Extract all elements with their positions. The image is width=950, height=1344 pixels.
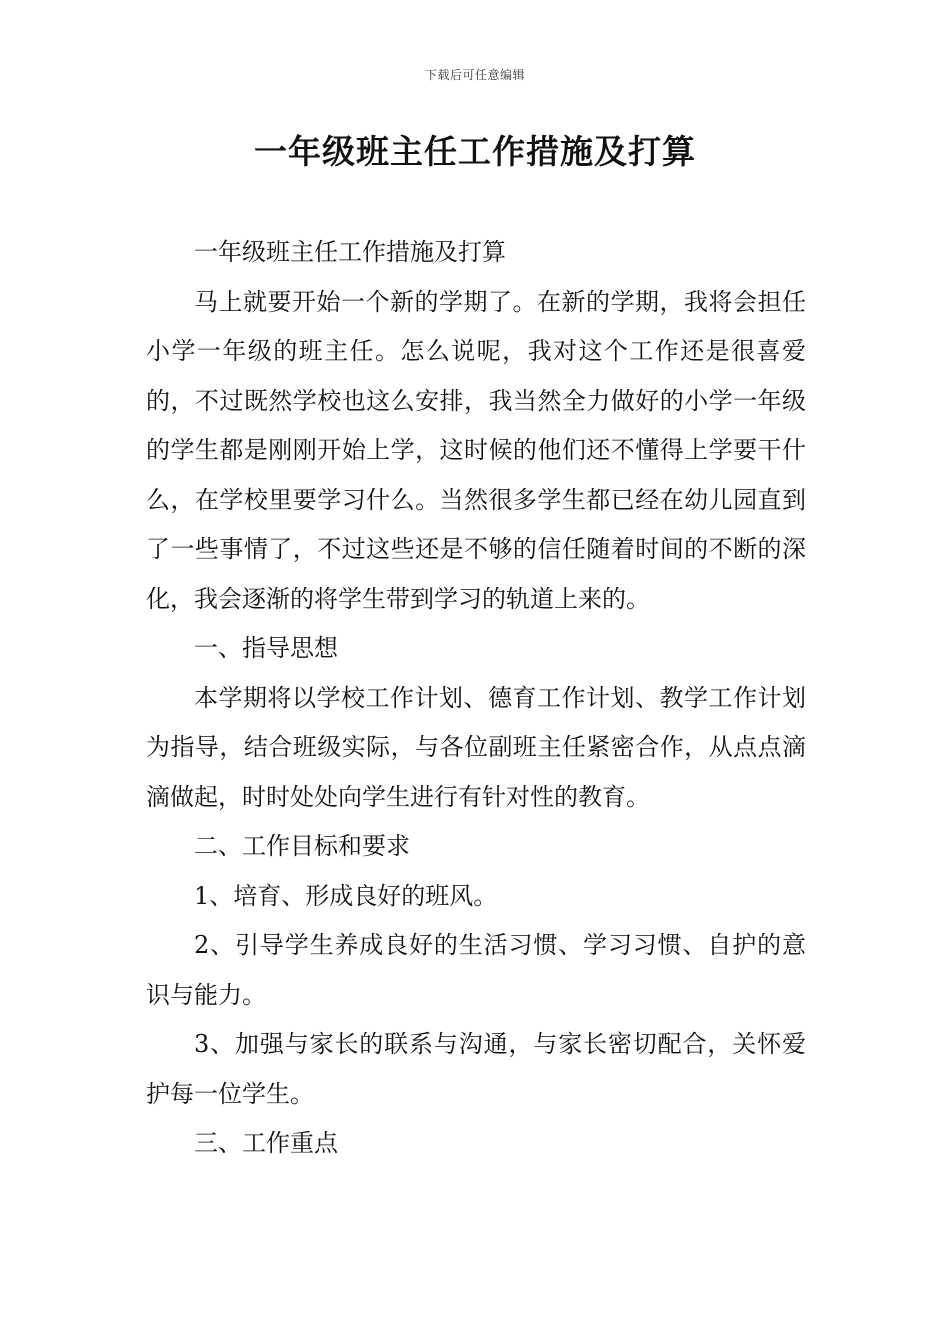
intro-paragraph: 马上就要开始一个新的学期了。在新的学期，我将会担任小学一年级的班主任。怎么说呢，我对这个工作还是很喜爱的，不过既然学校也这么安排，我当然全力做好的小学一年级的学生都是刚刚开始上学，这时候的他们还不懂得上学要干什么，在学校里要学习什么。当然很多学生都已经在幼儿园直到了一些事情了，不过这些还是不够的信任随着时间的不断的深化，我会逐渐的将学生带到学习的轨道上来的。 <box>146 287 806 613</box>
document-title: 一年级班主任工作措施及打算 <box>254 132 696 171</box>
section-heading-2: 二、工作目标和要求 <box>194 832 410 860</box>
section-heading-1: 一、指导思想 <box>194 634 338 662</box>
goal-item-1: 1、培育、形成良好的班风。 <box>194 881 498 910</box>
header-note: 下载后可任意编辑 <box>424 68 525 82</box>
goal-item-3: 3、加强与家长的联系与沟通，与家长密切配合，关怀爱护每一位学生。 <box>146 1030 806 1108</box>
goal-item-2: 2、引导学生养成良好的生活习惯、学习习惯、自护的意识与能力。 <box>146 931 806 1009</box>
document-body <box>146 228 806 1169</box>
section-heading-3: 三、工作重点 <box>194 1129 338 1157</box>
guiding-paragraph: 本学期将以学校工作计划、德育工作计划、教学工作计划为指导，结合班级实际，与各位副班主任紧密合作，从点点滴滴做起，时时处处向学生进行有针对性的教育。 <box>146 683 806 811</box>
subtitle-paragraph: 一年级班主任工作措施及打算 <box>194 238 506 266</box>
